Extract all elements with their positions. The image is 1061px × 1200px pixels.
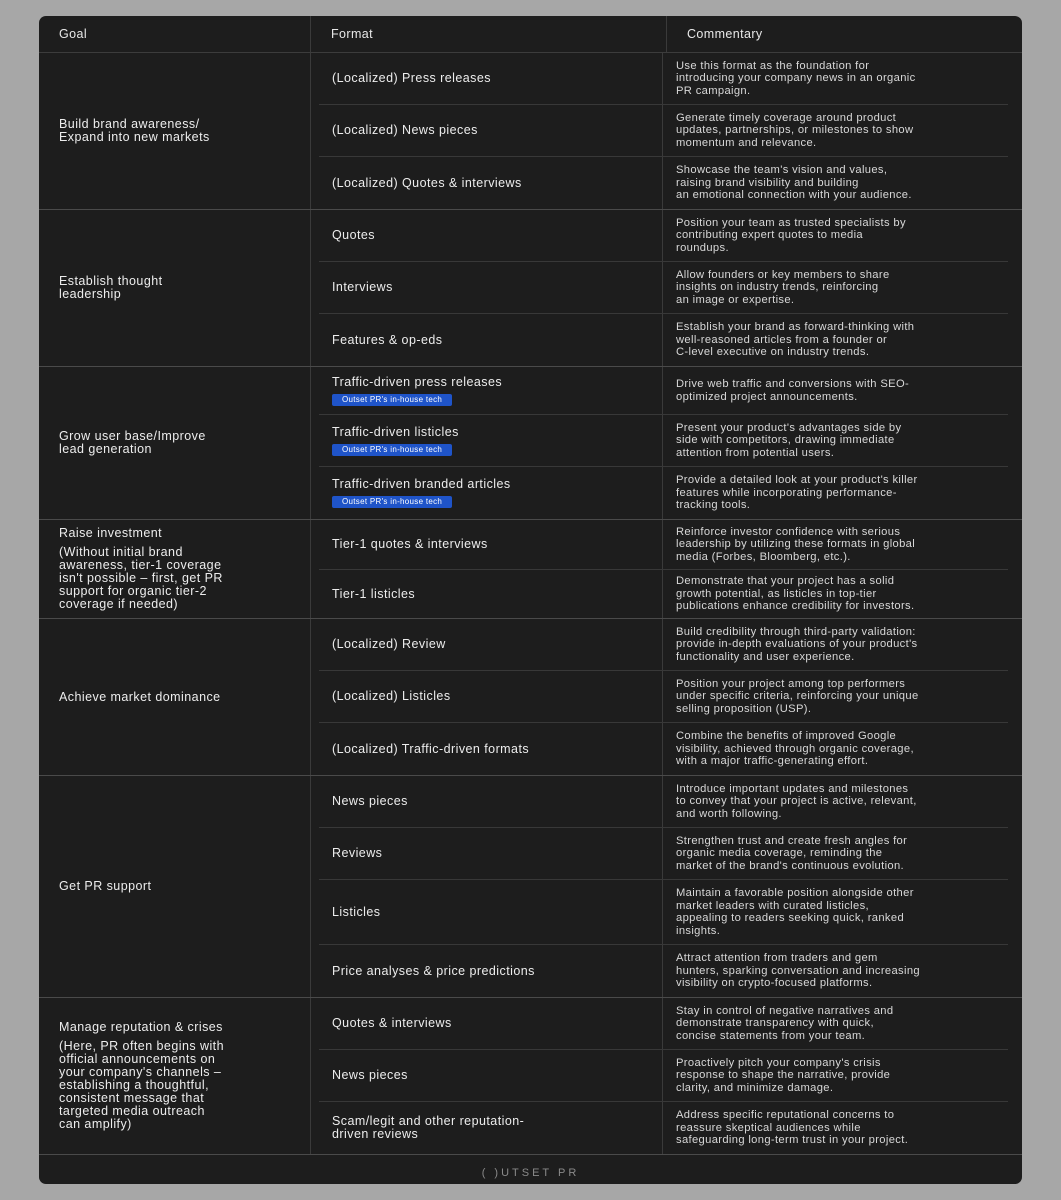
format-label: (Localized) News pieces (332, 123, 478, 137)
format-label: Reviews (332, 846, 383, 860)
format-label: Features & op-eds (332, 332, 443, 347)
format-label: Listicles (332, 904, 381, 919)
goal-cell (39, 53, 310, 209)
commentary-cell: Position your project among top performers under specific criteria, reinforcing your unique selling proposition (USP). (662, 671, 1008, 722)
format-cell (319, 945, 662, 997)
goal-note: (Without initial brand awareness, tier-1 coverage isn't possible – first, get PR support for organic tier-2 coverage if needed) (59, 545, 223, 611)
table-row (319, 776, 1008, 828)
table-row (319, 828, 1008, 880)
format-label: Traffic-driven listicles (332, 424, 459, 439)
commentary-cell: Combine the benefits of improved Google visibility, achieved through organic coverage, with a major traffic-generating effort. (662, 723, 1008, 775)
format-label: (Localized) Traffic-driven formats (332, 741, 530, 756)
commentary-cell: Attract attention from traders and gem hunters, sparking conversation and increasing visibility on crypto-focused platforms. (662, 945, 1008, 997)
commentary-cell: Allow founders or key members to share insights on industry trends, reinforcing an image or expertise. (662, 262, 1008, 313)
goal-group (39, 619, 1022, 776)
table-row (319, 157, 1008, 209)
format-rows (310, 520, 1022, 618)
format-rows (310, 367, 1022, 519)
commentary-cell: Drive web traffic and conversions with SEO- optimized project announcements. (662, 367, 1008, 414)
format-cell (319, 570, 662, 618)
commentary-cell: Present your product's advantages side by side with competitors, drawing immediate attention from potential users. (662, 415, 1008, 466)
commentary-cell: Strengthen trust and create fresh angles for organic media coverage, reminding the market of the brand's continuous evolution. (662, 828, 1008, 879)
table-row (319, 1102, 1008, 1154)
table-row (319, 619, 1008, 671)
goal-note: (Here, PR often begins with official announcements on your company's channels – establishing a thoughtful, consistent message that targeted media outreach can amplify) (59, 1039, 225, 1131)
table-row (319, 314, 1008, 366)
goal-title: Build brand awareness/ Expand into new markets (59, 117, 210, 144)
goal-title: Grow user base/Improve lead generation (59, 429, 206, 456)
format-cell (319, 776, 662, 827)
format-label: (Localized) Press releases (332, 71, 491, 85)
commentary-cell: Generate timely coverage around product updates, partnerships, or milestones to show momentum and relevance. (662, 105, 1008, 156)
table-row (319, 53, 1008, 105)
table-row (319, 210, 1008, 262)
format-cell (319, 53, 662, 104)
goal-title: Achieve market dominance (59, 689, 221, 704)
format-cell (319, 723, 662, 775)
goal-title: Manage reputation & crises (59, 1020, 223, 1034)
header-commentary: Commentary (666, 16, 1022, 52)
commentary-cell: Demonstrate that your project has a solid growth potential, as listicles in top-tier publications enhance credibility for investors. (662, 570, 1008, 618)
table-row (319, 998, 1008, 1050)
goal-cell (39, 998, 310, 1154)
commentary-cell: Showcase the team's vision and values, raising brand visibility and building an emotional connection with your audience. (662, 157, 1008, 209)
format-cell (319, 1102, 662, 1154)
format-cell (319, 828, 662, 879)
format-label: Quotes & interviews (332, 1016, 452, 1030)
commentary-cell: Build credibility through third-party validation: provide in-depth evaluations of your product's functionality and user experience. (662, 619, 1008, 670)
table-row (319, 262, 1008, 314)
format-label: (Localized) Quotes & interviews (332, 175, 522, 190)
format-label: Interviews (332, 280, 393, 294)
format-label: Traffic-driven press releases (332, 374, 503, 389)
table-row (319, 880, 1008, 945)
commentary-cell: Position your team as trusted specialists by contributing expert quotes to media roundups. (662, 210, 1008, 261)
outset-pr-logo: ( )UTSET PR (481, 1166, 580, 1179)
format-cell (319, 262, 662, 313)
commentary-cell: Use this format as the foundation for introducing your company news in an organic PR campaign. (662, 53, 1008, 104)
goal-group (39, 520, 1022, 619)
format-cell (319, 210, 662, 261)
table-row (319, 467, 1008, 519)
format-rows (310, 210, 1022, 366)
in-house-tech-badge: Outset PR's in-house tech (332, 496, 452, 508)
goal-title: Raise investment (59, 526, 163, 540)
goal-cell (39, 520, 310, 618)
format-label: News pieces (332, 794, 408, 808)
table-row (319, 520, 1008, 570)
format-label: Scam/legit and other reputation- driven reviews (332, 1114, 525, 1141)
format-cell (319, 314, 662, 366)
table-row (319, 945, 1008, 997)
goal-cell (39, 776, 310, 997)
goal-group (39, 367, 1022, 520)
format-cell (319, 520, 662, 569)
format-cell (319, 671, 662, 722)
pr-formats-table (39, 16, 1022, 1184)
format-cell (319, 998, 662, 1049)
commentary-cell: Stay in control of negative narratives and demonstrate transparency with quick, concise statements from your team. (662, 998, 1008, 1049)
header-goal: Goal (59, 27, 88, 41)
format-cell (319, 105, 662, 156)
table-header (39, 16, 1022, 53)
table-body (39, 53, 1022, 1155)
format-label: News pieces (332, 1068, 408, 1082)
table-row (319, 1050, 1008, 1102)
goal-group (39, 998, 1022, 1155)
table-row (319, 570, 1008, 618)
in-house-tech-badge: Outset PR's in-house tech (332, 444, 452, 456)
format-rows (310, 619, 1022, 775)
format-cell (319, 1050, 662, 1101)
footer (39, 1155, 1022, 1184)
format-label: Tier-1 quotes & interviews (332, 537, 488, 551)
commentary-cell: Reinforce investor confidence with serious leadership by utilizing these formats in global media (Forbes, Bloomberg, etc.). (662, 520, 1008, 569)
format-cell (319, 367, 662, 414)
format-label: (Localized) Listicles (332, 689, 451, 703)
in-house-tech-badge: Outset PR's in-house tech (332, 394, 452, 406)
format-rows (310, 998, 1022, 1154)
goal-cell (39, 367, 310, 519)
format-cell (319, 157, 662, 209)
commentary-cell: Maintain a favorable position alongside other market leaders with curated listicles, appealing to readers seeking quick, ranked insights. (662, 880, 1008, 944)
format-label: Quotes (332, 228, 376, 242)
goal-group (39, 53, 1022, 210)
header-format: Format (310, 16, 666, 52)
format-rows (310, 776, 1022, 997)
format-cell (319, 415, 662, 466)
goal-cell (39, 210, 310, 366)
commentary-cell: Establish your brand as forward-thinking with well-reasoned articles from a founder or C-level executive on industry trends. (662, 314, 1008, 366)
goal-group (39, 210, 1022, 367)
table-row (319, 415, 1008, 467)
commentary-cell: Proactively pitch your company's crisis response to shape the narrative, provide clarity, and minimize damage. (662, 1050, 1008, 1101)
goal-cell (39, 619, 310, 775)
table-row (319, 367, 1008, 415)
format-cell (319, 619, 662, 670)
table-row (319, 105, 1008, 157)
commentary-cell: Introduce important updates and milestones to convey that your project is active, relevant, and worth following. (662, 776, 1008, 827)
commentary-cell: Provide a detailed look at your product's killer features while incorporating performance- tracking tools. (662, 467, 1008, 519)
goal-title: Get PR support (59, 879, 152, 893)
commentary-cell: Address specific reputational concerns to reassure skeptical audiences while safeguarding long-term trust in your project. (662, 1102, 1008, 1154)
format-label: (Localized) Review (332, 637, 446, 651)
goal-title: Establish thought leadership (59, 274, 163, 301)
format-label: Traffic-driven branded articles (332, 477, 511, 491)
format-cell (319, 880, 662, 944)
format-label: Tier-1 listicles (332, 586, 416, 601)
table-row (319, 671, 1008, 723)
format-label: Price analyses & price predictions (332, 963, 535, 978)
table-row (319, 723, 1008, 775)
format-cell (319, 467, 662, 519)
format-rows (310, 53, 1022, 209)
goal-group (39, 776, 1022, 998)
